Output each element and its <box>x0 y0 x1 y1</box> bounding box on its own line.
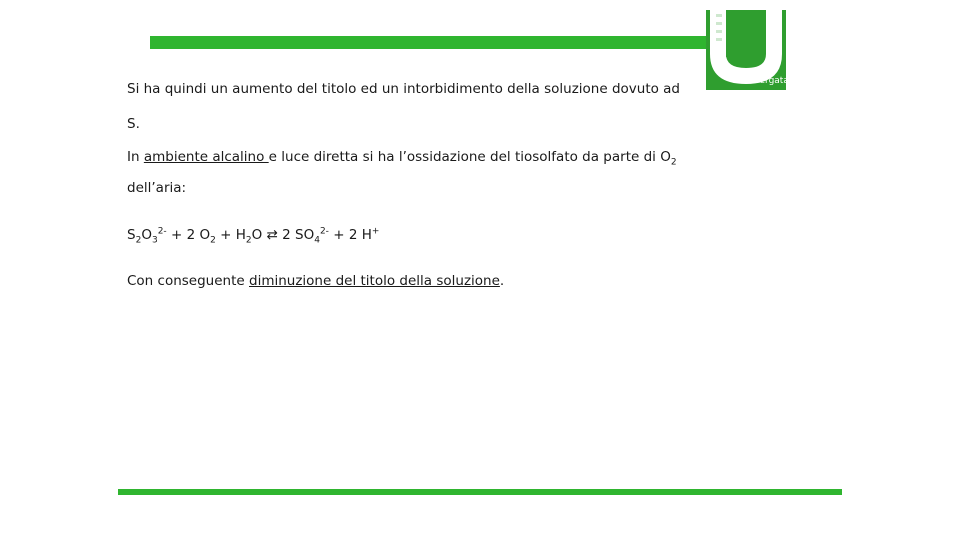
underlined-ambiente-alcalino: ambiente alcalino <box>143 149 269 165</box>
eq-plus1: + 2 O <box>166 227 211 243</box>
line6-pre: Con conseguente <box>127 273 249 289</box>
line3-post: e luce diretta si ha l’ossidazione del tiosolfato da parte di O <box>268 149 671 165</box>
eq-o-sup: 2- <box>157 226 167 237</box>
line3-sub: 2 <box>670 157 677 168</box>
paragraph-line-2: S. <box>127 116 140 132</box>
eq-so-sub: 4 <box>314 235 320 246</box>
chemical-equation <box>127 225 379 245</box>
eq-plus2: + H <box>215 227 246 243</box>
paragraph-line-4: dell’aria: <box>127 180 187 196</box>
eq-plus3: + 2 H <box>328 227 372 243</box>
paragraph-line-1: Si ha quindi un aumento del titolo ed un intorbidimento della soluzione dovuto ad <box>127 81 681 97</box>
line3-pre: In <box>127 149 144 165</box>
eq-so-sup: 2- <box>319 226 329 237</box>
eq-h2o-o: O ⇄ 2 SO <box>251 227 315 243</box>
eq-o: O <box>141 227 152 243</box>
bottom-green-bar <box>118 489 842 495</box>
logo-text: Tor Vergata <box>738 76 789 86</box>
line6-post: . <box>499 273 505 289</box>
university-logo <box>706 10 789 90</box>
eq-o-sub: 3 <box>151 235 158 246</box>
paragraph-line-6 <box>127 271 504 291</box>
paragraph-line-3 <box>127 147 677 167</box>
eq-s-sub: 2 <box>135 235 142 246</box>
eq-plus1-sub: 2 <box>210 235 216 246</box>
eq-h-sub: 2 <box>245 235 252 246</box>
eq-h-sup: + <box>371 226 380 237</box>
underlined-diminuzione: diminuzione del titolo della soluzione <box>249 273 500 289</box>
top-green-bar <box>150 36 720 49</box>
eq-s: S <box>127 227 136 243</box>
